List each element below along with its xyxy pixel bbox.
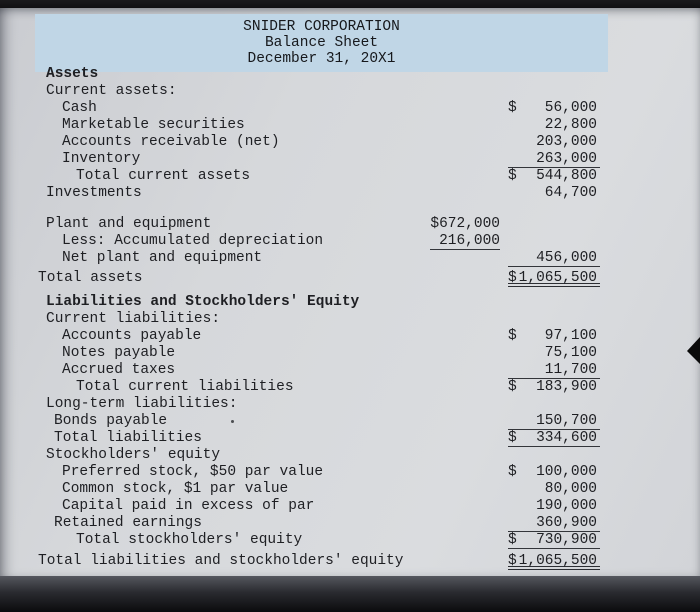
balance-row [38,311,678,328]
row-dollar-sign: $ [508,532,517,548]
row-right-col [508,66,600,83]
balance-row [38,498,678,515]
dust-speck [231,420,234,423]
row-mid-amount [430,311,500,328]
balance-row [38,396,678,413]
row-label: Long-term liabilities: [46,396,238,412]
row-mid-amount [430,553,500,570]
row-amount: 64,700 [544,185,597,201]
row-amount: 334,600 [536,430,597,446]
balance-row [38,100,678,117]
statement-header [35,14,608,72]
balance-row [38,185,678,202]
row-right-col [508,413,600,430]
row-right-col [508,515,600,532]
row-mid-amount [430,134,500,151]
balance-row [38,66,678,83]
company-name: SNIDER CORPORATION [243,19,400,35]
balance-row [38,515,678,532]
row-right-col [508,532,600,549]
row-right-col [508,270,600,287]
row-label: Bonds payable [54,413,168,429]
row-label: Total current liabilities [76,379,294,395]
row-right-col [508,396,600,413]
statement-date: December 31, 20X1 [247,51,396,67]
row-right-col [508,498,600,515]
row-mid-amount [430,294,500,311]
row-right-col [508,328,600,345]
balance-row [38,83,678,100]
row-amount: 1,065,500 [518,553,597,569]
row-right-col [508,362,600,379]
row-mid-amount [430,362,500,379]
balance-row [38,117,678,134]
balance-row [38,328,678,345]
statement-title: Balance Sheet [264,35,379,51]
row-label: Total liabilities and stockholders' equity [38,553,404,569]
row-right-col [508,430,600,447]
row-mid-amount [430,270,500,287]
row-mid-amount: 216,000 [430,233,500,250]
row-label: Current liabilities: [46,311,221,327]
balance-row [38,447,678,464]
balance-row [38,464,678,481]
row-amount: 100,000 [536,464,597,480]
row-mid-amount: $672,000 [430,216,500,232]
row-amount: 56,000 [544,100,597,116]
row-label: Inventory [62,151,141,167]
row-amount: 80,000 [544,481,597,497]
row-amount: 97,100 [544,328,597,344]
row-mid-amount [430,151,500,168]
row-right-col [508,100,600,117]
row-mid-amount [430,168,500,185]
row-mid-amount [430,430,500,447]
row-mid-amount [430,481,500,498]
row-amount: 1,065,500 [518,270,597,286]
row-label: Retained earnings [54,515,202,531]
balance-row [38,216,678,233]
row-amount: 730,900 [536,532,597,548]
screen-top-edge [0,0,700,8]
row-label: Assets [46,66,99,82]
row-dollar-sign: $ [508,553,517,569]
balance-row [38,233,678,250]
row-label: Accounts payable [62,328,202,344]
screen-bottom-edge [0,576,700,612]
row-dollar-sign: $ [508,464,517,480]
row-right-col [508,185,600,202]
row-mid-amount [430,328,500,345]
row-amount: 360,900 [536,515,597,531]
balance-row [38,413,678,430]
row-label: Total liabilities [54,430,202,446]
row-right-col [508,345,600,362]
row-right-col [508,216,600,233]
row-mid-amount [430,447,500,464]
row-label: Total assets [38,270,143,286]
row-right-col [508,294,600,311]
row-mid-amount [430,185,500,202]
row-spacer [38,202,678,216]
balance-row [38,134,678,151]
balance-sheet-page [0,8,700,576]
row-label: Investments [46,185,142,201]
balance-row [38,294,678,311]
row-amount: 75,100 [544,345,597,361]
row-dollar-sign: $ [508,430,517,446]
row-label: Preferred stock, $50 par value [62,464,324,480]
balance-row [38,250,678,267]
row-amount: 190,000 [536,498,597,514]
row-dollar-sign: $ [508,100,517,116]
row-mid-amount [430,464,500,481]
row-label: Plant and equipment [46,216,212,232]
row-dollar-sign: $ [508,328,517,344]
row-label: Capital paid in excess of par [62,498,315,514]
balance-row [38,430,678,447]
row-right-col [508,311,600,328]
row-right-col [508,250,600,267]
row-mid-amount [430,379,500,396]
row-label: Liabilities and Stockholders' Equity [46,294,360,310]
row-mid-amount [430,532,500,549]
row-mid-amount [430,413,500,430]
row-label: Common stock, $1 par value [62,481,289,497]
balance-row [38,532,678,549]
row-amount: 22,800 [544,117,597,133]
row-right-col [508,151,600,168]
row-right-col [508,168,600,185]
row-right-col [508,553,600,570]
row-mid-amount [430,250,500,267]
row-label: Cash [62,100,97,116]
balance-row [38,481,678,498]
row-label: Marketable securities [62,117,245,133]
row-label: Stockholders' equity [46,447,221,463]
row-right-col [508,481,600,498]
row-right-col [508,117,600,134]
row-mid-amount [430,498,500,515]
row-amount: 11,700 [544,362,597,378]
row-right-col [508,379,600,396]
balance-row [38,345,678,362]
balance-row [38,168,678,185]
row-mid-amount [430,117,500,134]
row-label: Accrued taxes [62,362,176,378]
balance-row [38,362,678,379]
row-label: Less: Accumulated depreciation [62,233,324,249]
balance-sheet-rows [38,66,678,570]
row-mid-amount [430,66,500,83]
row-label: Net plant and equipment [62,250,263,266]
row-dollar-sign: $ [508,270,517,286]
row-mid-amount [430,100,500,117]
row-mid-amount [430,345,500,362]
balance-row [38,553,678,570]
row-spacer [38,287,678,294]
balance-row [38,379,678,396]
row-label: Total current assets [76,168,251,184]
row-right-col [508,233,600,250]
row-dollar-sign: $ [508,379,517,395]
balance-row [38,270,678,287]
row-amount: 263,000 [536,151,597,167]
row-amount: 183,900 [536,379,597,395]
row-amount: 203,000 [536,134,597,150]
row-label: Current assets: [46,83,177,99]
row-amount: 150,700 [536,413,597,429]
row-right-col [508,83,600,100]
row-mid-amount [430,83,500,100]
row-right-col [508,447,600,464]
row-label: Accounts receivable (net) [62,134,280,150]
row-amount: 544,800 [536,168,597,184]
row-label: Total stockholders' equity [76,532,303,548]
balance-row [38,151,678,168]
row-dollar-sign: $ [508,168,517,184]
row-right-col [508,134,600,151]
row-mid-amount [430,396,500,413]
row-amount: 456,000 [536,250,597,266]
row-right-col [508,464,600,481]
row-label: Notes payable [62,345,176,361]
row-mid-amount [430,515,500,532]
